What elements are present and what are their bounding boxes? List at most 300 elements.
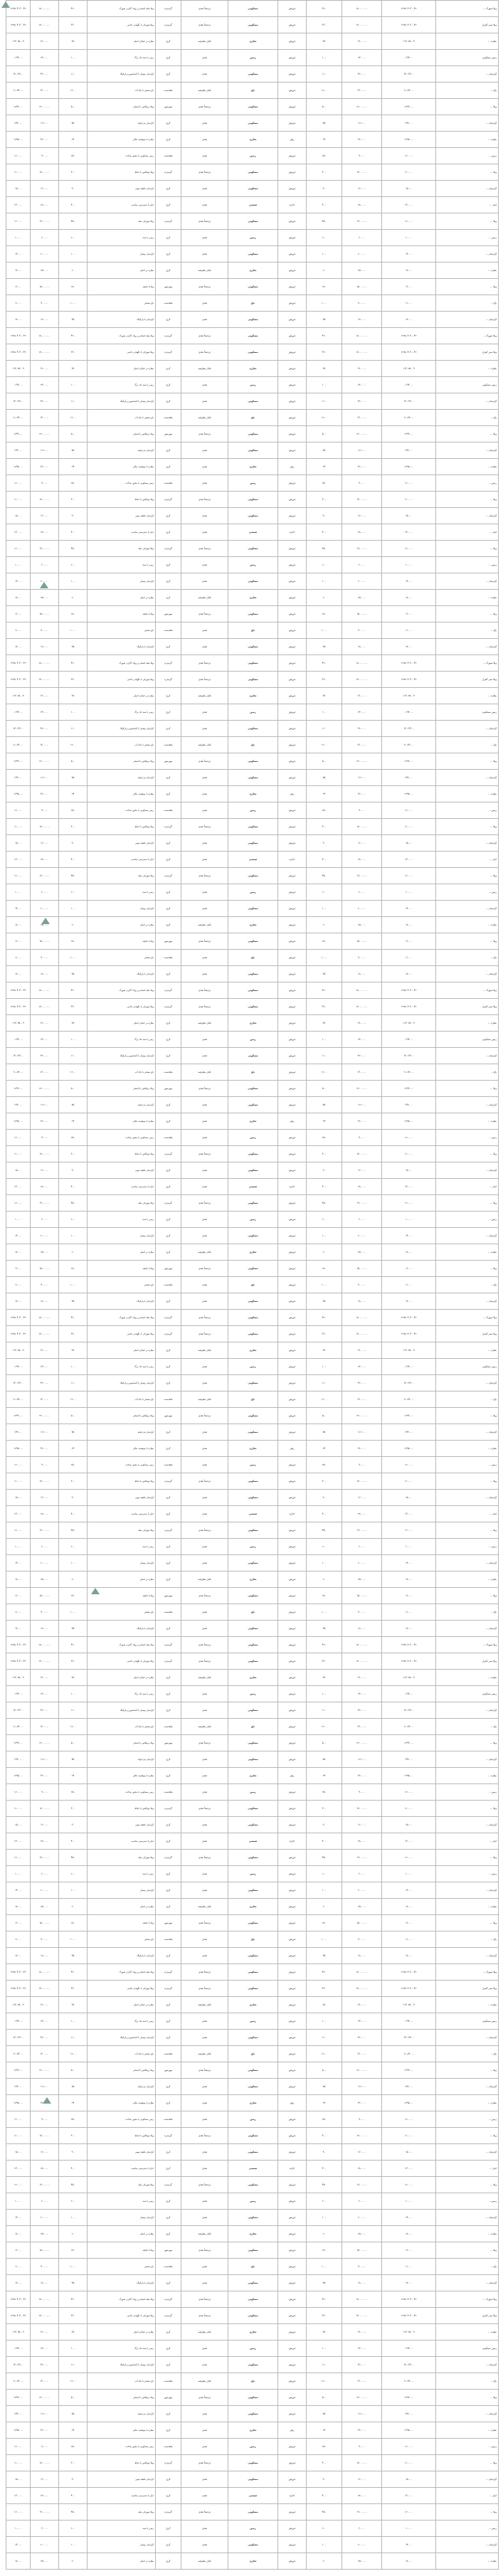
cell-price: ۱۹۰۰۰۰۰ (342, 33, 382, 50)
cell-price: ۱۳۰۰۰۰۰ (342, 1719, 382, 1735)
cell-price: ۲۵۰۰۰۰ (31, 2226, 59, 2242)
cell-price: ۱۷۰۰۰۰۰۰ (31, 1801, 59, 1817)
cell-code: ۱۴۰۰۰ (382, 901, 436, 917)
cell-desc: ویلا شهرکی مبله (88, 1195, 156, 1212)
cell-price: ۱۱۲۰۰۰ (31, 1097, 59, 1113)
cell-name: مغازه ... (436, 1113, 499, 1130)
cell-price: ۱۸۰۰۰۰ (342, 1948, 382, 1964)
cell-type: فروش (278, 1637, 307, 1653)
cell-price: ۲۰۰۰۰۰ (31, 2210, 59, 2226)
cell-type: فروش (278, 312, 307, 328)
cell-price: ۱۹۰۰۰۰۰ (31, 1997, 59, 2013)
table-row (6, 2308, 499, 2324)
cell-use: مسکونی (228, 966, 278, 982)
cell-city: مهرشهر (156, 1735, 181, 1751)
table-row (6, 557, 499, 573)
cell-city: کرج (156, 2553, 181, 2570)
cell-use: مسکونی (228, 2210, 278, 2226)
cell-type: فروش (278, 1473, 307, 1490)
cell-area: ۲۰ (307, 1899, 342, 1915)
cell-use: باغ (228, 1604, 278, 1621)
cell-code: ۱۱۰۰۰۰ (6, 1473, 31, 1490)
cell-price: ۱۸۰۰۰۰ (342, 639, 382, 655)
cell-code: ۱۲۰۰۰۰ (6, 1784, 31, 1801)
cell-deal: ترجیحاً نقدی (181, 1637, 228, 1653)
cell-name: ویلا شهرک ... (436, 982, 499, 999)
cell-desc: مغازه بر اصلی (88, 917, 156, 933)
triangle-marker-icon (91, 1588, 100, 1594)
cell-name: زمین ... (436, 2439, 499, 2455)
cell-type: فروش (278, 1964, 307, 1981)
table-row (6, 917, 499, 933)
cell-code: ۱۷۰۰۰ (382, 1293, 436, 1310)
cell-price: ۱۹۰۰۰۰۰۰ (31, 541, 59, 557)
cell-deal: نقدی (181, 1686, 228, 1702)
cell-area: ۳۶۰ (59, 1326, 88, 1342)
cell-code: ۰۱۹۴۰۰۰ (6, 377, 31, 393)
table-row (6, 1637, 499, 1653)
cell-desc: زمین با سند تک برگ (88, 1032, 156, 1048)
table-row (6, 2390, 499, 2406)
cell-desc: ویلا شهرکی مبله (88, 541, 156, 557)
table-row (6, 230, 499, 246)
cell-price: ۱۶۰۰۰۰ (31, 1817, 59, 1833)
cell-deal: ترجیحاً نقدی (181, 279, 228, 295)
cell-price: ۱۳۰۰۰۰۰ (31, 410, 59, 426)
cell-use: مسکونی (228, 2062, 278, 2079)
cell-use: مسکونی (228, 2079, 278, 2095)
cell-type: فروش (278, 868, 307, 884)
cell-desc: آپارتمان دو خوابه (88, 1751, 156, 1768)
cell-use: تجاری (228, 1015, 278, 1032)
cell-area: ۴۰۰ (59, 852, 88, 868)
cell-area: ۷۵ (59, 770, 88, 786)
cell-price: ۴۲۰۰۰۰ (342, 2030, 382, 2046)
cell-deal: نقدی (181, 1506, 228, 1522)
cell-code: ۱۸۰۰۰ (6, 1571, 31, 1588)
cell-use: باغ (228, 410, 278, 426)
cell-area: ۷۵ (59, 442, 88, 459)
cell-price: ۱۳۰۰۰۰۰ (31, 1719, 59, 1735)
cell-city: ماهدشت (156, 1392, 181, 1408)
cell-area: ۲۸۰ (307, 606, 342, 622)
cell-use: مسکونی (228, 1702, 278, 1719)
table-row (6, 66, 499, 83)
cell-code: ۱۱۰۸۴۰۰۰ (6, 410, 31, 426)
cell-code: ۱۲۰۰۰۰ (382, 541, 436, 557)
cell-city: کرج (156, 2226, 181, 2242)
cell-price: ۲۸۰۰۰۰ (342, 197, 382, 213)
cell-type: فروش (278, 2062, 307, 2079)
cell-deal: نقدی (181, 1751, 228, 1768)
cell-deal: نقدی (181, 148, 228, 164)
cell-city: کرج (156, 2341, 181, 2357)
cell-use: تجاری (228, 2226, 278, 2242)
cell-desc: ویلا شهرکی مبله (88, 1522, 156, 1539)
table-row (6, 753, 499, 770)
cell-desc: ویلا مبله استخر و روف گاردن شهرک (88, 1310, 156, 1326)
cell-price: ۴۲۰۰۰۰ (31, 393, 59, 410)
cell-code: ۱۵۰۰۰ (6, 835, 31, 852)
cell-use: مسکونی (228, 393, 278, 410)
cell-deal: ترجیحاً نقدی (181, 541, 228, 557)
table-row (6, 2128, 499, 2144)
cell-name: آپارتمان ... (436, 1490, 499, 1506)
cell-code: ۱۳۷۰۰۰ (6, 770, 31, 786)
cell-area: ۳۰۰ (59, 1473, 88, 1490)
cell-use: مسکونی (228, 279, 278, 295)
table-row (6, 1915, 499, 1931)
cell-area: ۳۰۰ (307, 1801, 342, 1817)
cell-desc: مغازه بر خیابان اصلی (88, 33, 156, 50)
cell-type: رهن (278, 459, 307, 475)
cell-area: ۴۵۰ (307, 1522, 342, 1539)
cell-use: مسکونی (228, 1588, 278, 1604)
cell-city: گرمدره (156, 1473, 181, 1490)
cell-type: فروش (278, 1326, 307, 1342)
table-row (6, 2111, 499, 2128)
cell-code: ۱۳۰۱۳۶۰۰ (382, 1702, 436, 1719)
cell-price: ۱۳۰۰۰۰۰ (31, 737, 59, 753)
cell-desc: زمین با سند (88, 2193, 156, 2210)
cell-code: ۰۱۹۴۰۰۰ (6, 50, 31, 66)
cell-code: ۱۰۰۰۰ (382, 2193, 436, 2210)
cell-name: انبار ... (436, 524, 499, 541)
table-row (6, 1244, 499, 1261)
table-row (6, 1359, 499, 1375)
cell-code: ۱۵۰۰۰ (6, 1817, 31, 1833)
cell-code: ۱۵۰۰۰ (382, 508, 436, 524)
cell-city: گرمدره (156, 1522, 181, 1539)
cell-area: ۷۵ (307, 1424, 342, 1441)
cell-price: ۲۵۰۰۰۰ (342, 917, 382, 933)
cell-type: فروش (278, 2471, 307, 2488)
cell-code: ۱۱۳۰۲۵۰۰۹ (6, 1997, 31, 2013)
cell-price: ۱۱۲۰۰۰ (342, 2079, 382, 2095)
cell-type: فروش (278, 1015, 307, 1032)
cell-type: فروش (278, 2259, 307, 2275)
cell-desc: ویلا با باغچه (88, 2242, 156, 2259)
cell-area: ۴۲۰ (307, 1310, 342, 1326)
table-row (6, 2275, 499, 2291)
table-row (6, 1670, 499, 1686)
cell-area: ۵۰۰ (307, 99, 342, 115)
cell-code: ۰۱۹۴۰۰۰ (6, 1032, 31, 1048)
table-row (6, 2521, 499, 2537)
cell-name: آپارتمان ... (436, 721, 499, 737)
cell-code: ۱۴۰۰۰ (382, 1555, 436, 1571)
cell-deal: نقدی (181, 1702, 228, 1719)
cell-area: ۴۰۰ (59, 2488, 88, 2504)
cell-name: ویلا ... (436, 1850, 499, 1866)
cell-price: ۲۳۰۰۰۰ (31, 2013, 59, 2030)
cell-type: فروش (278, 1097, 307, 1113)
cell-use: مسکونی (228, 1915, 278, 1931)
cell-name: باغ ... (436, 622, 499, 639)
cell-code: ۱۳۰۱۳۶۰۰ (6, 1375, 31, 1392)
cell-price: ۱۹۰۰۰۰۰ (31, 33, 59, 50)
cell-desc: ویلا با باغچه (88, 1588, 156, 1604)
cell-code: ۱۲۰۰۰۰ (6, 1457, 31, 1473)
cell-use: زمین (228, 377, 278, 393)
cell-price: ۳۲۰۰۰۰ (342, 1441, 382, 1457)
cell-deal: نقدی (181, 1817, 228, 1833)
cell-type: فروش (278, 230, 307, 246)
cell-area: ۱۰۰ (59, 573, 88, 590)
cell-code: ۱۲۹۹۰۰۰ (382, 2390, 436, 2406)
cell-area: ۲۵۰ (59, 1457, 88, 1473)
cell-price: ۱۶۰۰۰۰ (31, 1162, 59, 1179)
cell-desc: مغازه بر اصلی (88, 263, 156, 279)
cell-use: صنعتی (228, 197, 278, 213)
cell-code: ۱۱۰۰۰۰ (6, 2455, 31, 2471)
cell-area: ۳۰۰ (307, 164, 342, 181)
cell-type: اجاره (278, 524, 307, 541)
cell-name: آپارتمان ... (436, 1621, 499, 1637)
table-row (6, 1261, 499, 1277)
cell-price: ۲۵۰۰۰۰ (31, 1571, 59, 1588)
cell-deal: ترجیحاً نقدی (181, 17, 228, 33)
cell-use: مسکونی (228, 573, 278, 590)
cell-code: ۱۵۰۰۰ (6, 2471, 31, 2488)
cell-price: ۱۳۰۰۰۰۰ (342, 737, 382, 753)
cell-area: ۱۰۰ (307, 2341, 342, 2357)
cell-city: مهرشهر (156, 1588, 181, 1604)
cell-code: ۱۲۹۹۰۰۰ (6, 2390, 31, 2406)
cell-code: ۱۲۰۰۰۰ (382, 1130, 436, 1146)
cell-type: فروش (278, 1195, 307, 1212)
table-row (6, 2144, 499, 2161)
cell-name: باغ ... (436, 1931, 499, 1948)
cell-code: ۱۰۰۰۰ (6, 1866, 31, 1882)
cell-area: ۳۶۰ (59, 1653, 88, 1670)
table-row (6, 426, 499, 442)
cell-code: ۱۸۰۰۰ (382, 590, 436, 606)
cell-deal: ترجیحاً نقدی (181, 1588, 228, 1604)
cell-price: ۳۲۰۰۰۰ (31, 132, 59, 148)
cell-price: ۹۰۰۰۰۰ (31, 622, 59, 639)
cell-price: ۱۶۰۰۰۰ (342, 2471, 382, 2488)
cell-code: ۱۳۰۱۳۶۰۰ (382, 2357, 436, 2373)
cell-deal: نقدی (181, 475, 228, 492)
cell-city: گرمدره (156, 1801, 181, 1817)
cell-name: مغازه ... (436, 1997, 499, 2013)
triangle-marker-icon (41, 918, 50, 924)
cell-use: مسکونی (228, 1048, 278, 1064)
cell-area: ۲۴ (59, 1113, 88, 1130)
table-row (6, 1130, 499, 1146)
cell-name: ویلا ... (436, 819, 499, 835)
cell-desc: زمین با سند تک برگ (88, 1359, 156, 1375)
cell-area: ۱۲۰۰ (307, 2373, 342, 2390)
cell-area: ۹۵ (307, 639, 342, 655)
cell-price: ۱۸۰۰۰۰ (31, 1621, 59, 1637)
cell-type: فروش (278, 901, 307, 917)
cell-area: ۹۵ (59, 639, 88, 655)
cell-area: ۳۰۰ (59, 819, 88, 835)
cell-price: ۳۲۰۰۰۰ (31, 1113, 59, 1130)
cell-use: باغ (228, 1719, 278, 1735)
cell-code: ۱۲۷۸۰۴۰۳۰۰۴۲ (382, 17, 436, 33)
cell-code: ۱۲۷۸۰۴۰۳۰۰۴۲ (382, 2308, 436, 2324)
cell-area: ۱۰۰ (307, 704, 342, 721)
cell-type: فروش (278, 246, 307, 263)
cell-price: ۴۲۰۰۰۰ (342, 721, 382, 737)
cell-code: ۱۲۷۸۰۴۰۳۰۰۴۲ (382, 672, 436, 688)
cell-use: مسکونی (228, 2406, 278, 2422)
cell-area: ۴۵۰ (307, 2504, 342, 2521)
cell-price: ۳۲۰۰۰۰ (31, 786, 59, 802)
cell-type: فروش (278, 2373, 307, 2390)
cell-desc: زمین با سند تک برگ (88, 2341, 156, 2357)
cell-area: ۴۰۰ (307, 1833, 342, 1850)
cell-type: فروش (278, 2439, 307, 2455)
cell-code: ۱۲۰۰۰۰ (382, 1195, 436, 1212)
cell-city: کرج (156, 263, 181, 279)
cell-area: ۲۵۰ (307, 1130, 342, 1146)
table-row (6, 1277, 499, 1293)
table-row (6, 901, 499, 917)
cell-deal: نقدی (181, 1866, 228, 1882)
cell-area: ۱۰۰۰ (59, 950, 88, 966)
cell-price: ۲۲۰۰۰۰۰۰ (342, 2390, 382, 2406)
cell-type: فروش (278, 655, 307, 672)
cell-deal: نقدی (181, 1457, 228, 1473)
cell-code: ۱۲۷۸۰۴۰۳۰۰۴۲ (382, 344, 436, 361)
cell-deal: قابل معاوضه (181, 1244, 228, 1261)
cell-price: ۱۹۰۰۰۰۰ (342, 688, 382, 704)
cell-name: آپارتمان ... (436, 835, 499, 852)
cell-code: ۱۶۰۰۰ (382, 2242, 436, 2259)
cell-use: مسکونی (228, 672, 278, 688)
cell-deal: ترجیحاً نقدی (181, 1, 228, 17)
cell-name: زمین ... (436, 1784, 499, 1801)
cell-price: ۲۳۰۰۰۰ (342, 1686, 382, 1702)
cell-city: کرج (156, 1179, 181, 1195)
cell-price: ۱۶۰۰۰۰ (31, 1490, 59, 1506)
cell-code: ۱۳۷۰۰۰ (382, 2079, 436, 2095)
cell-code: ۱۳۰۱۳۶۰۰ (6, 393, 31, 410)
cell-deal: ترجیحاً نقدی (181, 213, 228, 230)
cell-name: باغ ... (436, 1064, 499, 1081)
cell-deal: قابل معاوضه (181, 1064, 228, 1081)
cell-area: ۴۰۰ (59, 2161, 88, 2177)
cell-price: ۱۸۰۰۰۰ (31, 639, 59, 655)
cell-deal: نقدی (181, 884, 228, 901)
cell-area: ۱۰۰ (307, 1555, 342, 1571)
cell-area: ۲۰۰ (59, 557, 88, 573)
cell-type: فروش (278, 2521, 307, 2537)
cell-use: مسکونی (228, 1555, 278, 1571)
cell-name: آپارتمان ... (436, 2537, 499, 2553)
cell-area: ۲۰ (59, 263, 88, 279)
cell-area: ۴۵۰ (59, 868, 88, 884)
cell-price: ۱۹۰۰۰۰۰ (31, 688, 59, 704)
cell-code: ۱۱۰۰۰ (382, 295, 436, 312)
cell-price: ۴۲۰۰۰۰ (31, 1375, 59, 1392)
cell-code: ۱۶۰۰۰ (382, 279, 436, 295)
cell-desc: مغازه بر خیابان اصلی (88, 361, 156, 377)
cell-type: فروش (278, 1490, 307, 1506)
cell-area: ۱۱۰ (59, 1048, 88, 1064)
cell-price: ۲۳۰۰۰۰ (31, 50, 59, 66)
cell-deal: نقدی (181, 835, 228, 852)
cell-city: کرج (156, 1768, 181, 1784)
cell-area: ۱۰۰ (59, 901, 88, 917)
cell-desc: مغازه بر خیابان اصلی (88, 1342, 156, 1359)
cell-city: گرمدره (156, 17, 181, 33)
cell-name: ویلا ... (436, 1261, 499, 1277)
cell-city: گرمدره (156, 2177, 181, 2193)
cell-name: باغ ... (436, 1277, 499, 1293)
cell-use: مسکونی (228, 721, 278, 737)
cell-type: فروش (278, 1571, 307, 1588)
cell-city: گرمدره (156, 164, 181, 181)
cell-city: کرج (156, 230, 181, 246)
cell-desc: ویلا شهرکی با نگهبانی دائمی (88, 1653, 156, 1670)
cell-code: ۱۵۰۰۰ (6, 1490, 31, 1506)
cell-code: ۱۱۳۰۲۵۰۰۹ (382, 361, 436, 377)
cell-area: ۴۵۰ (307, 213, 342, 230)
cell-deal: نقدی (181, 1931, 228, 1948)
cell-area: ۴۰۰ (307, 524, 342, 541)
cell-code: ۱۱۰۰۰ (382, 1931, 436, 1948)
cell-code: ۱۴۰۰۰ (6, 246, 31, 263)
cell-deal: نقدی (181, 66, 228, 83)
cell-price: ۲۰۰۰۰۰ (342, 2537, 382, 2553)
cell-deal: ترجیحاً نقدی (181, 655, 228, 672)
cell-name: آپارتمان ... (436, 2275, 499, 2291)
cell-area: ۱۰۰ (307, 2013, 342, 2030)
cell-code: ۱۲۰۰۰۰ (6, 802, 31, 819)
table-row (6, 590, 499, 606)
cell-area: ۴۰۰ (307, 1179, 342, 1195)
cell-code: ۱۳۰۰۰۰ (382, 2488, 436, 2504)
cell-deal: نقدی (181, 770, 228, 786)
table-row (6, 1850, 499, 1866)
cell-name: ویلا شهرک ... (436, 2291, 499, 2308)
cell-code: ۱۲۷۸۰۴۰۳۰۰۴۲ (382, 1653, 436, 1670)
cell-use: مسکونی (228, 1964, 278, 1981)
cell-area: ۲۵۰ (307, 1784, 342, 1801)
cell-code: ۱۳۰۰۰۰ (382, 524, 436, 541)
cell-name: ویلا ... (436, 2242, 499, 2259)
cell-city: ماهدشت (156, 1604, 181, 1621)
cell-price: ۶۰۰۰۰ (342, 1866, 382, 1882)
cell-desc: مغازه بر خیابان اصلی (88, 688, 156, 704)
cell-deal: ترجیحاً نقدی (181, 1850, 228, 1866)
cell-price: ۱۱۲۰۰۰ (342, 770, 382, 786)
cell-area: ۵۰۰ (307, 426, 342, 442)
cell-desc: آپارتمان طبقه سوم (88, 1490, 156, 1506)
table-row (6, 2439, 499, 2455)
table-row (6, 1, 499, 17)
cell-desc: ویلا تریبلکس با استخر (88, 2390, 156, 2406)
table-row (6, 1964, 499, 1981)
cell-type: فروش (278, 1424, 307, 1441)
cell-deal: ترجیحاً نقدی (181, 1653, 228, 1670)
cell-deal: ترجیحاً نقدی (181, 1261, 228, 1277)
cell-price: ۳۲۰۰۰۰ (31, 459, 59, 475)
cell-price: ۲۲۰۰۰۰۰۰ (31, 2390, 59, 2406)
table-row (6, 1064, 499, 1081)
cell-code: ۱۸۰۰۰ (382, 917, 436, 933)
table-row (6, 1751, 499, 1768)
cell-price: ۱۳۰۰۰۰۰ (342, 2373, 382, 2390)
cell-area: ۳۸ (307, 1015, 342, 1032)
cell-desc: زمین مسکونی با مجوز ساخت (88, 2439, 156, 2455)
cell-price: ۱۷۰۰۰۰۰۰۰ (31, 999, 59, 1015)
